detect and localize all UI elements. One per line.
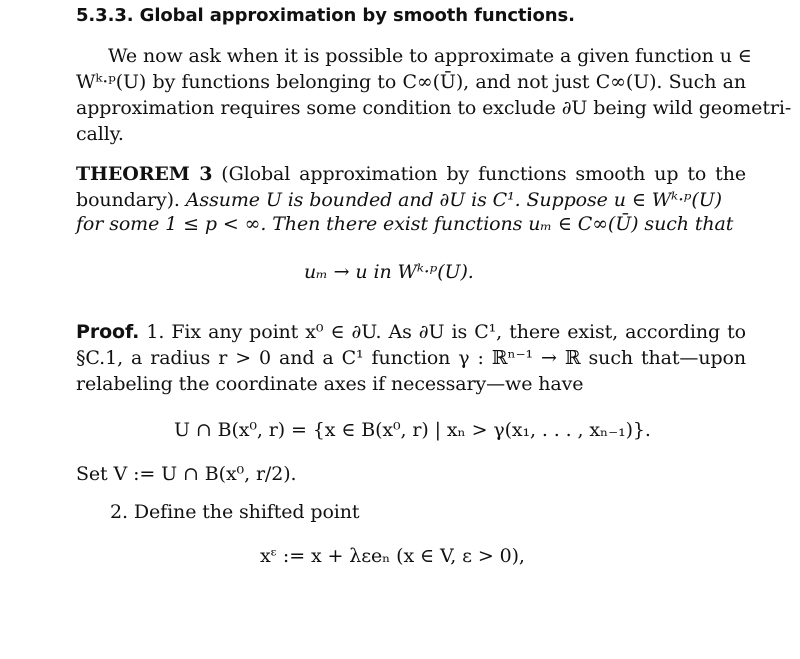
section-number: 5.3.3. [76,5,134,26]
theorem-title-end: boundary). [76,189,180,211]
proof-line-3: relabeling the coordinate axes if necessary—we have [76,373,584,395]
theorem-line-1 [76,163,746,185]
section-title: Global approximation by smooth functions. [139,5,575,26]
intro-line-1: We now ask when it is possible to approximate a given function u ∈ [108,45,752,67]
theorem-title: (Global approximation by functions smooth up to the [221,163,746,185]
proof-display-equation-1: U ∩ B(x⁰, r) = {x ∈ B(x⁰, r) | xₙ > γ(x₁, . . . , xₙ₋₁)}. [174,419,651,441]
theorem-statement-part-1: Assume U is bounded and ∂U is C¹. Suppose u ∈ Wᵏ·ᵖ(U) [185,189,722,211]
theorem-label: THEOREM 3 [76,163,213,185]
intro-line-4: cally. [76,123,124,145]
proof-step-2: 2. Define the shifted point [110,501,360,523]
proof-label: Proof. [76,321,140,343]
theorem-display-equation: uₘ → u in Wᵏ·ᵖ(U). [304,261,474,283]
theorem-statement-part-2: for some 1 ≤ p < ∞. Then there exist functions uₘ ∈ C∞(Ū) such that [76,213,734,235]
proof-display-equation-2: xᵋ := x + λεeₙ (x ∈ V, ε > 0), [260,545,525,567]
textbook-page [76,0,792,659]
intro-line-3: approximation requires some condition to exclude ∂U being wild geometri- [76,97,792,119]
section-heading [76,5,575,27]
proof-line-2: §C.1, a radius r > 0 and a C¹ function γ : ℝⁿ⁻¹ → ℝ such that—upon [76,347,746,369]
proof-step-1: 1. Fix any point x⁰ ∈ ∂U. As ∂U is C¹, there exist, according to [146,321,746,343]
proof-line-1 [76,321,746,343]
proof-set-line: Set V := U ∩ B(x⁰, r/2). [76,463,297,485]
intro-line-2: Wᵏ·ᵖ(U) by functions belonging to C∞(Ū), and not just C∞(U). Such an [76,71,746,93]
theorem-line-2 [76,189,746,211]
